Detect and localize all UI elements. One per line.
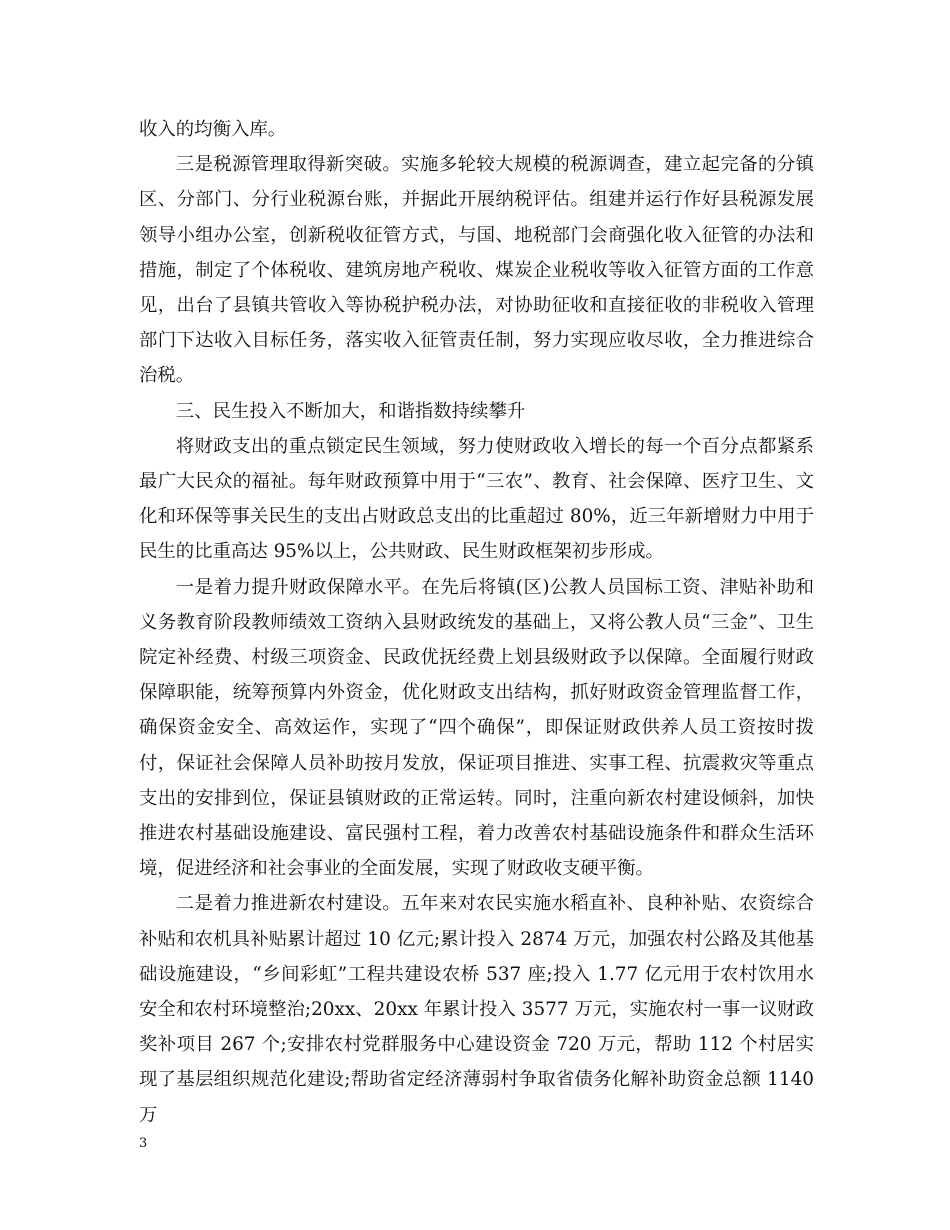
section-heading-livelihood: 三、民生投入不断加大，和谐指数持续攀升 <box>175 400 526 422</box>
body-text <box>139 112 814 1133</box>
paragraph-new-rural-construction: 二是着力推进新农村建设。五年来对农民实施水稻直补、良种补贴、农资综合补贴和农机具补贴累计超过 10 亿元;累计投入 2874 万元，加强农村公路及其他基础设施建设，“乡间彩虹”工程共建设农桥 537 座;投入 1.77 亿元用于农村饮用水安全和农村环境整治;20xx、20xx 年累计投入 3577 万元，实施农村一事一议财政奖补项目 267 个;安排农村党群服务中心建设资金 720 万元，帮助 112 个村居实现了基层组织规范化建设;帮助省定经济薄弱村争取省债务化解补助资金总额 1140 万 <box>139 893 814 1126</box>
paragraph-fiscal-guarantee: 一是着力提升财政保障水平。在先后将镇(区)公教人员国标工资、津贴补助和义务教育阶段教师绩效工资纳入县财政统发的基础上，又将公教人员“三金”、卫生院定补经费、村级三项资金、民政优抚经费上划县级财政予以保障。全面履行财政保障职能，统筹预算内外资金，优化财政支出结构，抓好财政资金管理监督工作，确保资金安全、高效运作，实现了“四个确保”，即保证财政供养人员工资按时拨付，保证社会保障人员补助按月发放，保证项目推进、实事工程、抗震救灾等重点支出的安排到位，保证县镇财政的正常运转。同时，注重向新农村建设倾斜，加快推进农村基础设施建设、富民强村工程，着力改善农村基础设施条件和群众生活环境，促进经济和社会事业的全面发展，实现了财政收支硬平衡。 <box>139 576 814 880</box>
page-number: 3 <box>139 1136 148 1151</box>
paragraph-continuation: 收入的均衡入库。 <box>139 119 287 140</box>
paragraph-tax-source-management: 三是税源管理取得新突破。实施多轮较大规模的税源调查，建立起完备的分镇区、分部门、分行业税源台账，并据此开展纳税评估。组建并运行作好县税源发展领导小组办公室，创新税收征管方式，与国、地税部门会商强化收入征管的办法和措施，制定了个体税收、建筑房地产税收、煤炭企业税收等收入征管方面的工作意见，出台了县镇共管收入等协税护税办法，对协助征收和直接征收的非税收入管理部门下达收入目标任务，落实收入征管责任制，努力实现应收尽收，全力推进综合治税。 <box>139 154 814 387</box>
paragraph-livelihood-spending: 将财政支出的重点锁定民生领域，努力使财政收入增长的每一个百分点都紧系最广大民众的福祉。每年财政预算中用于“三农”、教育、社会保障、医疗卫生、文化和环保等事关民生的支出占财政总支出的比重超过 80%，近三年新增财力中用于民生的比重高达 95%以上，公共财政、民生财政框架初步形成。 <box>139 435 814 563</box>
